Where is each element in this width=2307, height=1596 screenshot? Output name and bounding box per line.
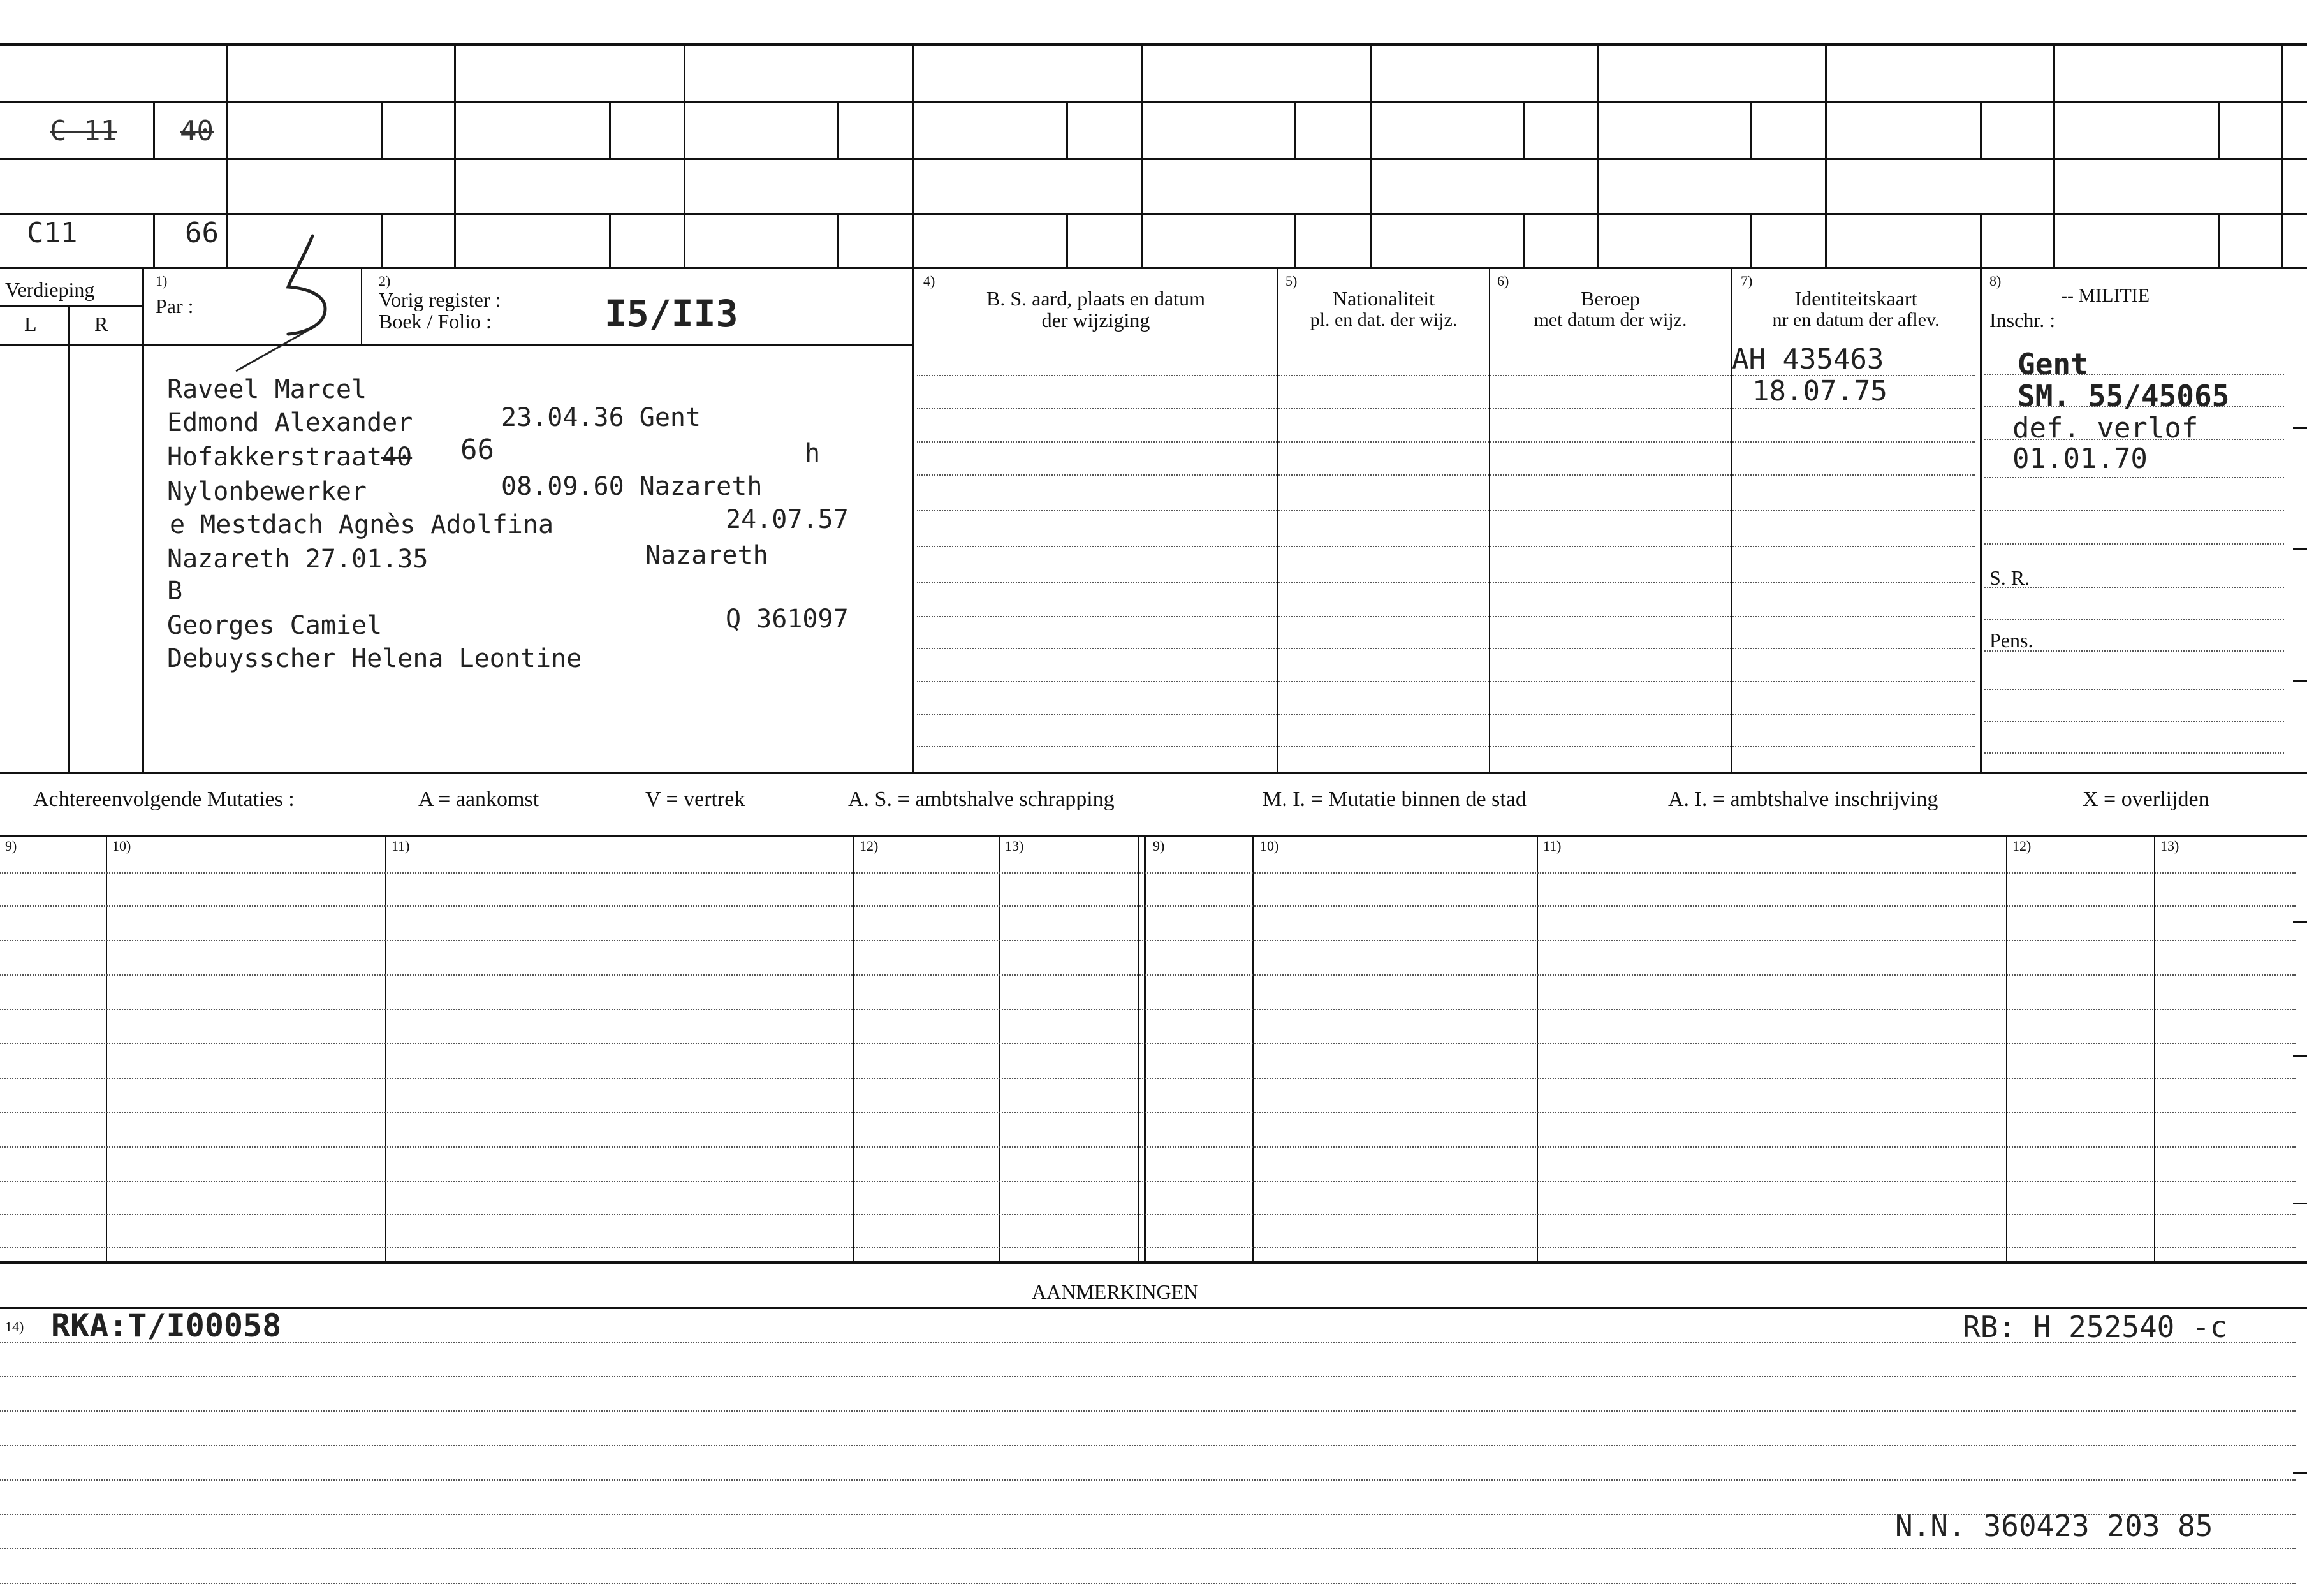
top-grid-vline-short — [381, 214, 383, 268]
person-street: Hofakkerstraat — [167, 443, 383, 472]
lr-divider — [68, 305, 70, 773]
person-spouse-date: 24.07.57 — [726, 505, 849, 534]
person-spouse: e Mestdach Agnès Adolfina — [170, 510, 554, 539]
national-number: N.N. 360423 203 85 — [1895, 1509, 2213, 1543]
ruled-line — [0, 974, 2296, 976]
ruled-line — [1984, 477, 2284, 478]
mut-col-divider — [385, 835, 386, 1261]
ruled-line — [0, 1181, 2296, 1182]
ruled-line — [0, 1479, 2296, 1481]
ruled-line — [0, 872, 2296, 874]
number: 66 — [185, 217, 219, 249]
n5-label: 5) — [1285, 273, 1298, 289]
ruled-line — [0, 1583, 2296, 1584]
legend-ai: A. I. = ambtshalve inschrijving — [1668, 787, 1938, 811]
top-grid-vline-short — [1066, 102, 1068, 159]
l-label: L — [24, 312, 37, 335]
person-spouse-birth: Nazareth 27.01.35 — [167, 545, 428, 574]
mutations-top-line — [0, 772, 2307, 774]
ruled-line — [0, 1548, 2296, 1549]
nat-line1: Nationaliteit — [1333, 287, 1435, 310]
ruled-line — [0, 1146, 2296, 1148]
mut-col-10: 10) — [112, 838, 131, 854]
edge-tick — [2293, 921, 2307, 923]
ruled-line — [0, 1009, 2296, 1010]
legend-x: X = overlijden — [2083, 787, 2209, 811]
top-grid-vline — [454, 45, 456, 268]
legend-mi: M. I. = Mutatie binnen de stad — [1263, 787, 1527, 811]
top-grid-vline-short — [1066, 214, 1068, 268]
n4-label: 4) — [923, 273, 935, 289]
ruled-line — [917, 441, 1975, 443]
person-father: Georges Camiel — [167, 611, 383, 640]
bs-line2: der wijziging — [1041, 309, 1150, 332]
top-grid-vline-short — [153, 102, 155, 159]
sr-label: S. R. — [1989, 566, 2030, 589]
edge-tick — [2293, 548, 2307, 550]
par-label: Par : — [156, 295, 194, 318]
ber-line1: Beroep — [1581, 287, 1640, 310]
top-grid-vline-short — [609, 214, 611, 268]
top-grid-vline-short — [837, 102, 839, 159]
top-grid-vline-short — [1294, 102, 1296, 159]
ruled-line — [917, 510, 1975, 511]
verdieping-label: Verdieping — [5, 278, 95, 301]
remarks-top-line — [0, 1307, 2307, 1309]
top-grid-vline-short — [1523, 214, 1525, 268]
mutations-bottom-line — [0, 1261, 2307, 1264]
pens-label: Pens. — [1989, 629, 2033, 652]
ruled-line — [0, 1078, 2296, 1079]
person-birth: 23.04.36 Gent — [501, 403, 701, 432]
person-old-house: 40 — [381, 443, 413, 472]
militie-label: -- MILITIE — [2061, 285, 2150, 306]
ruled-line — [917, 681, 1975, 682]
section-5-divider — [1277, 268, 1278, 773]
top-grid-vline — [912, 45, 914, 268]
old-code: C 11 — [50, 115, 117, 147]
n6-label: 6) — [1497, 273, 1509, 289]
ruled-line — [917, 648, 1975, 649]
person-house: 66 — [460, 434, 494, 466]
ruled-line — [917, 746, 1975, 747]
ruled-line — [917, 714, 1975, 715]
code: C11 — [27, 217, 78, 249]
person-spouse-place: Nazareth — [645, 541, 768, 570]
person-mother: Debuysscher Helena Leontine — [167, 644, 582, 673]
mut-col-9: 9) — [5, 838, 17, 854]
top-border — [0, 43, 2307, 46]
top-row-line-1 — [0, 101, 2307, 103]
ruled-line — [0, 1445, 2296, 1446]
mut-col-divider — [1537, 835, 1538, 1261]
mut-col-11: 11) — [392, 838, 410, 854]
ruled-line — [917, 616, 1975, 617]
mut-col-12b: 12) — [2012, 838, 2032, 854]
top-grid-vline-short — [2218, 214, 2220, 268]
edge-tick — [2293, 1055, 2307, 1057]
ruled-line — [0, 1112, 2296, 1113]
ruled-line — [0, 1376, 2296, 1377]
top-grid-vline-short — [1750, 214, 1752, 268]
ruled-line — [1984, 752, 2284, 754]
nat-line2: pl. en dat. der wijz. — [1310, 309, 1458, 330]
remarks-title: AANMERKINGEN — [1032, 1280, 1199, 1303]
ruled-line — [917, 408, 1975, 409]
old-number: 40 — [180, 115, 214, 147]
mut-col-9b: 9) — [1153, 838, 1165, 854]
ruled-line — [0, 1342, 2296, 1343]
header-lr-line — [0, 305, 142, 307]
top-row-line-2 — [0, 158, 2307, 160]
vorig-register-label: Vorig register : — [379, 288, 501, 311]
section-8-divider — [1980, 268, 1982, 773]
section-6-divider — [1489, 268, 1490, 773]
boek-folio-label: Boek / Folio : — [379, 310, 492, 333]
ruled-line — [917, 546, 1975, 547]
militie-place: Gent — [2018, 347, 2088, 381]
top-grid-vline — [2281, 45, 2283, 268]
mut-half-divider — [1138, 835, 1139, 1261]
mut-col-divider — [999, 835, 1000, 1261]
mut-col-divider — [2006, 835, 2007, 1261]
ruled-line — [1984, 543, 2284, 545]
person-b: B — [167, 576, 183, 606]
legend-a: A = aankomst — [418, 787, 539, 811]
top-grid-vline — [1825, 45, 1827, 268]
person-marriage: 08.09.60 Nazareth — [501, 472, 763, 501]
edge-tick — [2293, 1472, 2307, 1474]
top-grid-vline — [226, 45, 228, 268]
mut-col-13b: 13) — [2160, 838, 2179, 854]
top-grid-vline — [1141, 45, 1143, 268]
top-grid-vline-short — [2218, 102, 2220, 159]
n1-label: 1) — [156, 273, 168, 289]
mut-col-divider — [1252, 835, 1254, 1261]
person-given-names: Edmond Alexander — [167, 408, 413, 437]
ruled-line — [1984, 510, 2284, 511]
ruled-line — [917, 582, 1975, 583]
top-grid-vline — [684, 45, 685, 268]
mut-col-divider — [106, 835, 107, 1261]
edge-tick — [2293, 680, 2307, 682]
id-line2: nr en datum der aflev. — [1772, 309, 1940, 330]
mut-col-divider — [853, 835, 854, 1261]
r-label: R — [94, 312, 108, 335]
top-grid-vline-short — [153, 214, 155, 268]
militie-status: def. verlof — [2012, 412, 2199, 444]
mut-col-divider — [2154, 835, 2155, 1261]
id-card-number: AH 435463 — [1732, 343, 1884, 376]
militie-sm: SM. 55/45065 — [2018, 379, 2230, 413]
par-signature-mark — [230, 230, 376, 376]
edge-tick — [2293, 1203, 2307, 1204]
n14-label: 14) — [5, 1319, 24, 1335]
mut-col-10b: 10) — [1260, 838, 1279, 854]
verdieping-divider — [142, 268, 144, 773]
top-grid-vline — [1597, 45, 1599, 268]
mut-col-13: 13) — [1005, 838, 1024, 854]
ruled-line — [0, 1410, 2296, 1412]
n7-label: 7) — [1741, 273, 1753, 289]
mutations-header-line — [0, 835, 2307, 837]
inschr-label: Inschr. : — [1989, 309, 2056, 332]
top-grid-vline-short — [1980, 102, 1982, 159]
person-h: h — [805, 439, 821, 468]
top-grid-vline — [2053, 45, 2055, 268]
ruled-line — [1984, 619, 2284, 620]
top-grid-vline-short — [609, 102, 611, 159]
person-profession: Nylonbewerker — [167, 477, 367, 506]
n2-label: 2) — [379, 273, 391, 289]
top-grid-vline-short — [1523, 102, 1525, 159]
legend-v: V = vertrek — [645, 787, 745, 811]
id-card-date: 18.07.75 — [1752, 375, 1887, 407]
ruled-line — [0, 1247, 2296, 1248]
ruled-line — [1984, 689, 2284, 690]
bs-line1: B. S. aard, plaats en datum — [986, 287, 1206, 310]
top-grid-vline-short — [1750, 102, 1752, 159]
militie-date: 01.01.70 — [2012, 443, 2148, 475]
ruled-line — [0, 1043, 2296, 1044]
legend-as: A. S. = ambtshalve schrapping — [848, 787, 1115, 811]
person-name: Raveel Marcel — [167, 375, 367, 404]
edge-tick — [2293, 427, 2307, 429]
header-bottom-line — [0, 344, 912, 346]
top-grid-vline-short — [381, 102, 383, 159]
top-grid-vline-short — [1294, 214, 1296, 268]
ruled-line — [0, 1214, 2296, 1215]
section-4-divider — [912, 268, 914, 773]
person-father-code: Q 361097 — [726, 604, 849, 634]
id-line1: Identiteitskaart — [1794, 287, 1917, 310]
ruled-line — [1984, 721, 2284, 722]
boek-folio-value: I5/II3 — [604, 292, 738, 335]
rb-code: RB: H 252540 -c — [1963, 1310, 2228, 1344]
rka-code: RKA:T/I00058 — [51, 1307, 282, 1344]
n8-label: 8) — [1989, 273, 2002, 289]
mut-half-divider — [1144, 835, 1146, 1261]
top-grid-vline — [1370, 45, 1372, 268]
mut-col-11b: 11) — [1543, 838, 1562, 854]
top-row-line-3 — [0, 213, 2307, 215]
ruled-line — [0, 905, 2296, 907]
top-grid-vline-short — [1980, 214, 1982, 268]
ruled-line — [0, 940, 2296, 941]
mut-col-12: 12) — [860, 838, 879, 854]
mutations-title: Achtereenvolgende Mutaties : — [33, 787, 295, 811]
ruled-line — [917, 474, 1975, 476]
top-grid-vline-short — [837, 214, 839, 268]
ber-line2: met datum der wijz. — [1534, 309, 1687, 330]
